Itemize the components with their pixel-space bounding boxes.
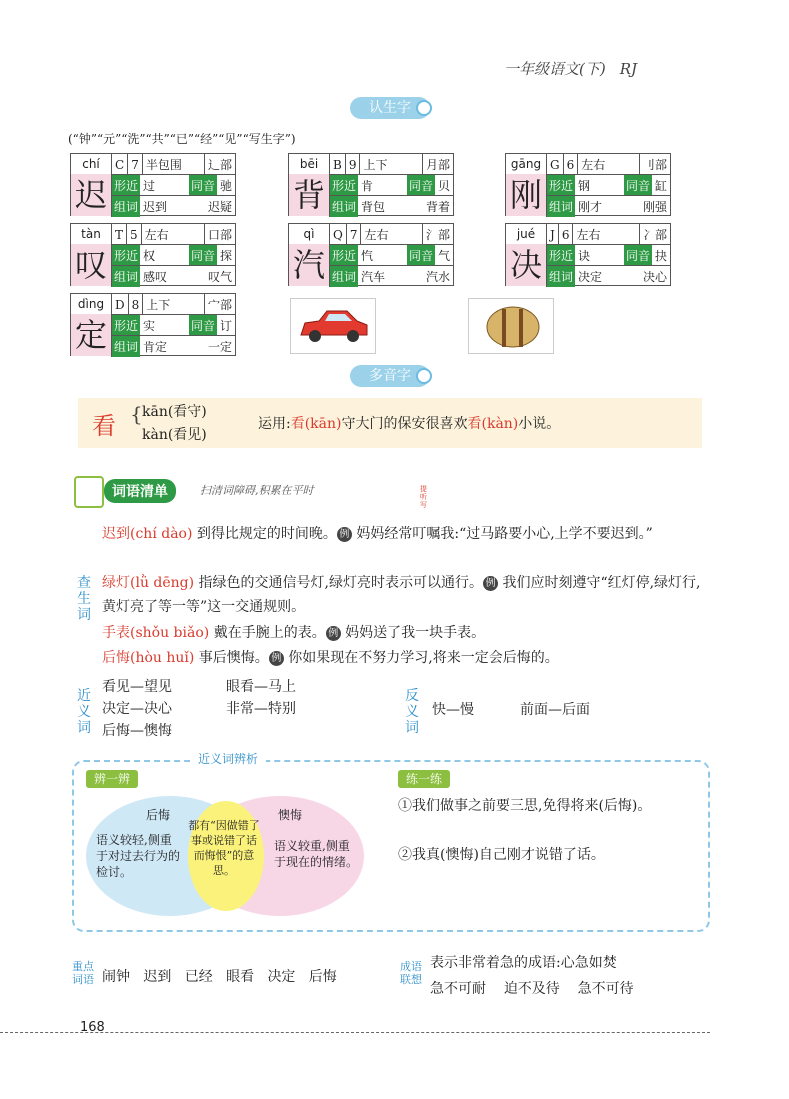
section-title-recognize: 认生字 [350, 97, 430, 119]
char-card-bēi: bēi 背 B 9 上下 月部 形近 肯 同音 贝 组词 背包 背着 [288, 153, 454, 216]
synonym-list: 看见—望见 眼看—马上 决定—决心 非常—特别 后悔—懊悔 [102, 679, 296, 739]
backpack-image [468, 298, 554, 354]
car-image [290, 298, 376, 354]
character: 迟 [71, 174, 111, 216]
page-number: 168 [80, 1020, 105, 1035]
analysis-title: 近义词辨析 [190, 750, 266, 767]
idioms-tag: 成语联想 [400, 960, 422, 986]
idioms-line1: 表示非常着急的成语:心急如焚 [430, 955, 617, 971]
venn-left-text: 语义较轻,侧重于对过去行为的检讨。 [96, 833, 181, 879]
character: 刚 [506, 174, 546, 216]
synonym-tag: 近义词 [77, 688, 91, 736]
def-chidao: 迟到(chí dào) 到得比规定的时间晚。 例 妈妈经常叮嘱我:“过马路要小心,上学不要迟到。” [102, 526, 653, 542]
character: 决 [506, 244, 546, 286]
char-card-dìng: dìng 定 D 8 上下 宀部 形近 实 同音 订 组词 肯定 一定 [70, 293, 236, 356]
pinyin: jué [516, 227, 536, 241]
antonym-list: 快—慢 前面—后面 [432, 702, 590, 718]
def-houhui: 后悔(hòu huǐ) 事后懊悔。 例 你如果现在不努力学习,将来一定会后悔的。 [102, 650, 559, 666]
venn-right-text: 语义较重,侧重于现在的情绪。 [274, 839, 359, 869]
section-title-polyphone: 多音字 [350, 365, 430, 387]
notebook-icon [74, 476, 104, 508]
practice-tag: 练一练 [398, 770, 450, 788]
polyphone-char: 看 [92, 412, 116, 440]
antonym-tag: 反义词 [405, 688, 419, 736]
pinyin: dìng [77, 297, 105, 311]
pinyin: qì [303, 227, 315, 241]
compare-tag: 辨一辨 [86, 770, 138, 788]
vocab-subtitle: 扫清词障碍,积累在平时 [200, 484, 314, 497]
page-header: 一年级语文(下) RJ [503, 60, 637, 78]
pinyin: chí [82, 157, 100, 171]
def-lvdeng: 绿灯(lǜ dēng) 指绿色的交通信号灯,绿灯亮时表示可以通行。 例 我们应时刻遵守“红灯停,绿灯行,黄灯亮了等一等”这一交通规则。 [102, 575, 701, 615]
venn-right-word: 懊悔 [278, 808, 303, 822]
idioms-list: 急不可耐 迫不及待 急不可待 [430, 981, 634, 997]
char-card-jué: jué 决 J 6 左右 冫部 形近 诀 同音 抉 组词 决定 决心 [505, 223, 671, 286]
venn-left-word: 后悔 [146, 808, 171, 822]
polyphone-box: 看 { kān(看守) kàn(看见) 运用:看(kān)守大门的保安很喜欢看(kàn)小说。 [78, 398, 702, 448]
character: 汽 [289, 244, 329, 286]
usage-sentence: 运用:看(kān)守大门的保安很喜欢看(kàn)小说。 [258, 416, 561, 432]
practice-1: ①我们做事之前要三思,免得将来(后悔)。 [398, 798, 652, 814]
char-card-gāng: gāng 刚 G 6 左右 刂部 形近 钢 同音 缸 组词 刚才 刚强 [505, 153, 671, 216]
practice-2: ②我真(懊悔)自己刚才说错了话。 [398, 847, 605, 863]
pinyin: tàn [81, 227, 101, 241]
def-shoubiao: 手表(shǒu biǎo) 戴在手腕上的表。 例 妈妈送了我一块手表。 [102, 625, 486, 641]
char-card-tàn: tàn 叹 T 5 左右 口部 形近 权 同音 探 组词 感叹 叹气 [70, 223, 236, 286]
character: 叹 [71, 244, 111, 286]
key-words-list: 闹钟 迟到 已经 眼看 决定 后悔 [102, 969, 337, 985]
char-card-qì: qì 汽 Q 7 左右 氵部 形近 忾 同音 气 组词 汽车 汽水 [288, 223, 454, 286]
pron-1: kān(看守) [142, 404, 207, 420]
char-card-chí: chí 迟 C 7 半包围 辶部 形近 过 同音 驰 组词 迟到 迟疑 [70, 153, 236, 216]
pinyin: gāng [510, 157, 542, 171]
venn-middle-text: 都有“因做错了事或说错了话而悔恨”的意思。 [188, 819, 260, 877]
key-words-tag: 重点词语 [72, 960, 94, 986]
recognize-note: (“钟”“元”“洗”“共”“已”“经”“见”“写生字”) [68, 132, 296, 146]
tiny-label: 提听写 [420, 485, 427, 509]
check-words-tag: 查生词 [77, 575, 91, 623]
character: 定 [71, 314, 111, 356]
vocab-title: 词语清单 [104, 479, 176, 503]
footer-line [0, 1032, 710, 1033]
character: 背 [289, 174, 329, 216]
pron-2: kàn(看见) [142, 427, 207, 443]
pinyin: bēi [299, 157, 319, 171]
